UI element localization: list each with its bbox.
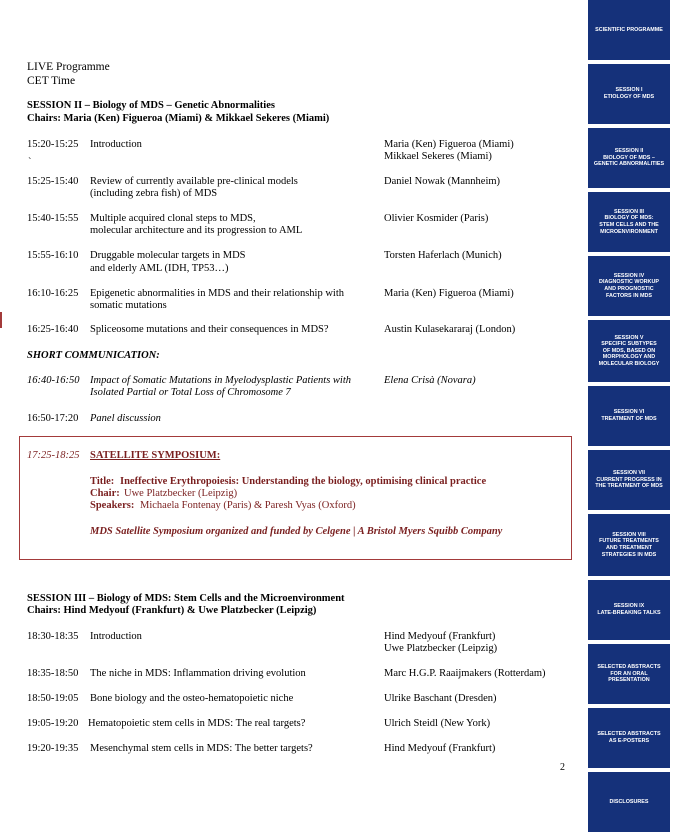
row-title: The niche in MDS: Inflammation driving evolution (90, 668, 306, 679)
row-title: Druggable molecular targets in MDS (90, 250, 246, 261)
timezone-label: CET Time (27, 75, 76, 87)
sidebar-item-label: SCIENTIFIC PROGRAMME (595, 26, 663, 33)
satellite-time: 17:25-18:25 (27, 450, 80, 461)
programme-title: LIVE Programme (27, 61, 110, 73)
short-communication-heading: SHORT COMMUNICATION: (27, 350, 160, 361)
sidebar-item-scientific-programme[interactable] (588, 0, 670, 60)
row-title: Epigenetic abnormalities in MDS and their relationship with (90, 288, 344, 299)
row-speaker: Ulrich Steidl (New York) (384, 718, 491, 729)
row-time: 16:50-17:20 (27, 413, 79, 424)
row-speaker: Hind Medyouf (Frankfurt) (384, 631, 496, 642)
row-speaker: Uwe Platzbecker (Leipzig) (384, 643, 498, 654)
row-speaker: Mikkael Sekeres (Miami) (384, 151, 492, 162)
row-speaker: Maria (Ken) Figueroa (Miami) (384, 139, 514, 150)
sidebar-item-disclosures[interactable] (588, 772, 670, 832)
sidebar-item-session-3[interactable] (588, 192, 670, 252)
row-speaker: Olivier Kosmider (Paris) (384, 213, 489, 224)
sidebar-item-label: SESSION I ETIOLOGY OF MDS (603, 87, 655, 100)
sidebar-item-session-5[interactable] (588, 320, 670, 382)
sidebar-item-label: SESSION VIII FUTURE TREATMENTS AND TREATMENT STRATEGIES IN MDS (599, 531, 659, 558)
row-title-cont: somatic mutations (90, 300, 167, 311)
row-title-cont: molecular architecture and its progression to AML (90, 225, 303, 236)
row-speaker: Hind Medyouf (Frankfurt) (384, 743, 496, 754)
session-chairs: Chairs: Maria (Ken) Figueroa (Miami) & Mikkael Sekeres (Miami) (27, 113, 330, 124)
satellite-title: Ineffective Erythropoiesis: Understanding the biology, optimising clinical practice (120, 476, 487, 487)
sidebar-item-label: SESSION II BIOLOGY OF MDS – GENETIC ABNORMALITIES (593, 148, 665, 168)
row-time: 16:40-16:50 (27, 375, 80, 386)
row-title-cont: and elderly AML (IDH, TP53…) (90, 263, 229, 274)
session-title: SESSION III – Biology of MDS: Stem Cells and the Microenvironment (27, 593, 345, 604)
sidebar-item-label: SESSION V SPECIFIC SUBTYPES OF MDS, BASED ON MORPHOLOGY AND MOLECULAR BIOLOGY (598, 334, 660, 367)
satellite-chair: Uwe Platzbecker (Leipzig) (124, 488, 238, 499)
row-time: 16:10-16:25 (27, 288, 79, 299)
sidebar-item-session-9[interactable] (588, 580, 670, 640)
sidebar-item-label: DISCLOSURES (609, 798, 649, 805)
row-time: 15:40-15:55 (27, 213, 79, 224)
sidebar-item-label: SESSION VII CURRENT PROGRESS IN THE TREATMENT OF MDS (595, 470, 663, 490)
sidebar-item-label: SELECTED ABSTRACTS AS E-POSTERS (597, 731, 661, 744)
row-time: 18:30-18:35 (27, 631, 79, 642)
row-time: 15:20-15:25 (27, 139, 79, 150)
session-chairs: Chairs: Hind Medyouf (Frankfurt) & Uwe Platzbecker (Leipzig) (27, 605, 317, 616)
row-title: Mesenchymal stem cells in MDS: The better targets? (90, 743, 313, 754)
row-speaker: Austin Kulasekararaj (London) (384, 324, 516, 335)
row-speaker: Ulrike Baschant (Dresden) (384, 693, 497, 704)
stray-mark: ` (28, 157, 32, 168)
satellite-sponsor-note: MDS Satellite Symposium organized and funded by Celgene | A Bristol Myers Squibb Company (90, 526, 503, 537)
sidebar-item-label: SESSION VI TREATMENT OF MDS (601, 409, 657, 422)
sidebar-item-session-6[interactable] (588, 386, 670, 446)
satellite-speakers: Michaela Fontenay (Paris) & Paresh Vyas (Oxford) (140, 500, 356, 511)
margin-marker (0, 312, 2, 328)
row-time: 18:50-19:05 (27, 693, 79, 704)
sidebar-item-session-4[interactable] (588, 256, 670, 316)
row-time: 18:35-18:50 (27, 668, 79, 679)
sidebar-item-session-1[interactable] (588, 64, 670, 124)
row-title: Impact of Somatic Mutations in Myelodysplastic Patients with (90, 375, 352, 386)
row-time: 16:25-16:40 (27, 324, 79, 335)
sidebar-item-session-8[interactable] (588, 514, 670, 576)
row-title: Introduction (90, 139, 142, 150)
row-time: 15:55-16:10 (27, 250, 79, 261)
session-title: SESSION II – Biology of MDS – Genetic Abnormalities (27, 100, 275, 111)
row-time: 19:20-19:35 (27, 743, 79, 754)
row-title: Bone biology and the osteo-hematopoietic niche (90, 693, 294, 704)
row-speaker: Marc H.G.P. Raaijmakers (Rotterdam) (384, 668, 546, 679)
sidebar-item-label: SESSION III BIOLOGY OF MDS: STEM CELLS AND THE MICROENVIRONMENT (599, 208, 659, 235)
row-title: Hematopoietic stem cells in MDS: The real targets? (88, 718, 306, 729)
row-speaker: Daniel Nowak (Mannheim) (384, 176, 501, 187)
sidebar-item-label: SESSION IV DIAGNOSTIC WORKUP AND PROGNOSTIC FACTORS IN MDS (599, 272, 659, 299)
sidebar-item-label: SELECTED ABSTRACTS FOR AN ORAL PRESENTATION (597, 664, 661, 684)
row-title: Panel discussion (90, 413, 161, 424)
row-title: Spliceosome mutations and their consequences in MDS? (90, 324, 329, 335)
row-speaker: Elena Crisà (Novara) (384, 375, 476, 386)
sidebar-item-e-posters[interactable] (588, 708, 670, 768)
row-speaker: Torsten Haferlach (Munich) (384, 250, 502, 261)
row-title: Multiple acquired clonal steps to MDS, (90, 213, 256, 224)
row-title: Introduction (90, 631, 142, 642)
satellite-speakers-label: Speakers: (90, 500, 135, 511)
row-title-cont: (including zebra fish) of MDS (90, 188, 218, 199)
row-time: 15:25-15:40 (27, 176, 79, 187)
row-speaker: Maria (Ken) Figueroa (Miami) (384, 288, 514, 299)
sidebar-item-oral-abstracts[interactable] (588, 644, 670, 704)
sidebar-item-session-7[interactable] (588, 450, 670, 510)
row-time: 19:05-19:20 (27, 718, 79, 729)
row-title-cont: Isolated Partial or Total Loss of Chromosome 7 (90, 387, 291, 398)
satellite-chair-label: Chair: (90, 488, 120, 499)
satellite-title-label: Title: (90, 476, 115, 487)
sidebar-item-label: SESSION IX LATE-BREAKING TALKS (597, 603, 661, 616)
sidebar-item-session-2[interactable] (588, 128, 670, 188)
satellite-heading: SATELLITE SYMPOSIUM: (90, 450, 221, 461)
page-number: 2 (560, 762, 565, 773)
row-title: Review of currently available pre-clinical models (90, 176, 298, 187)
